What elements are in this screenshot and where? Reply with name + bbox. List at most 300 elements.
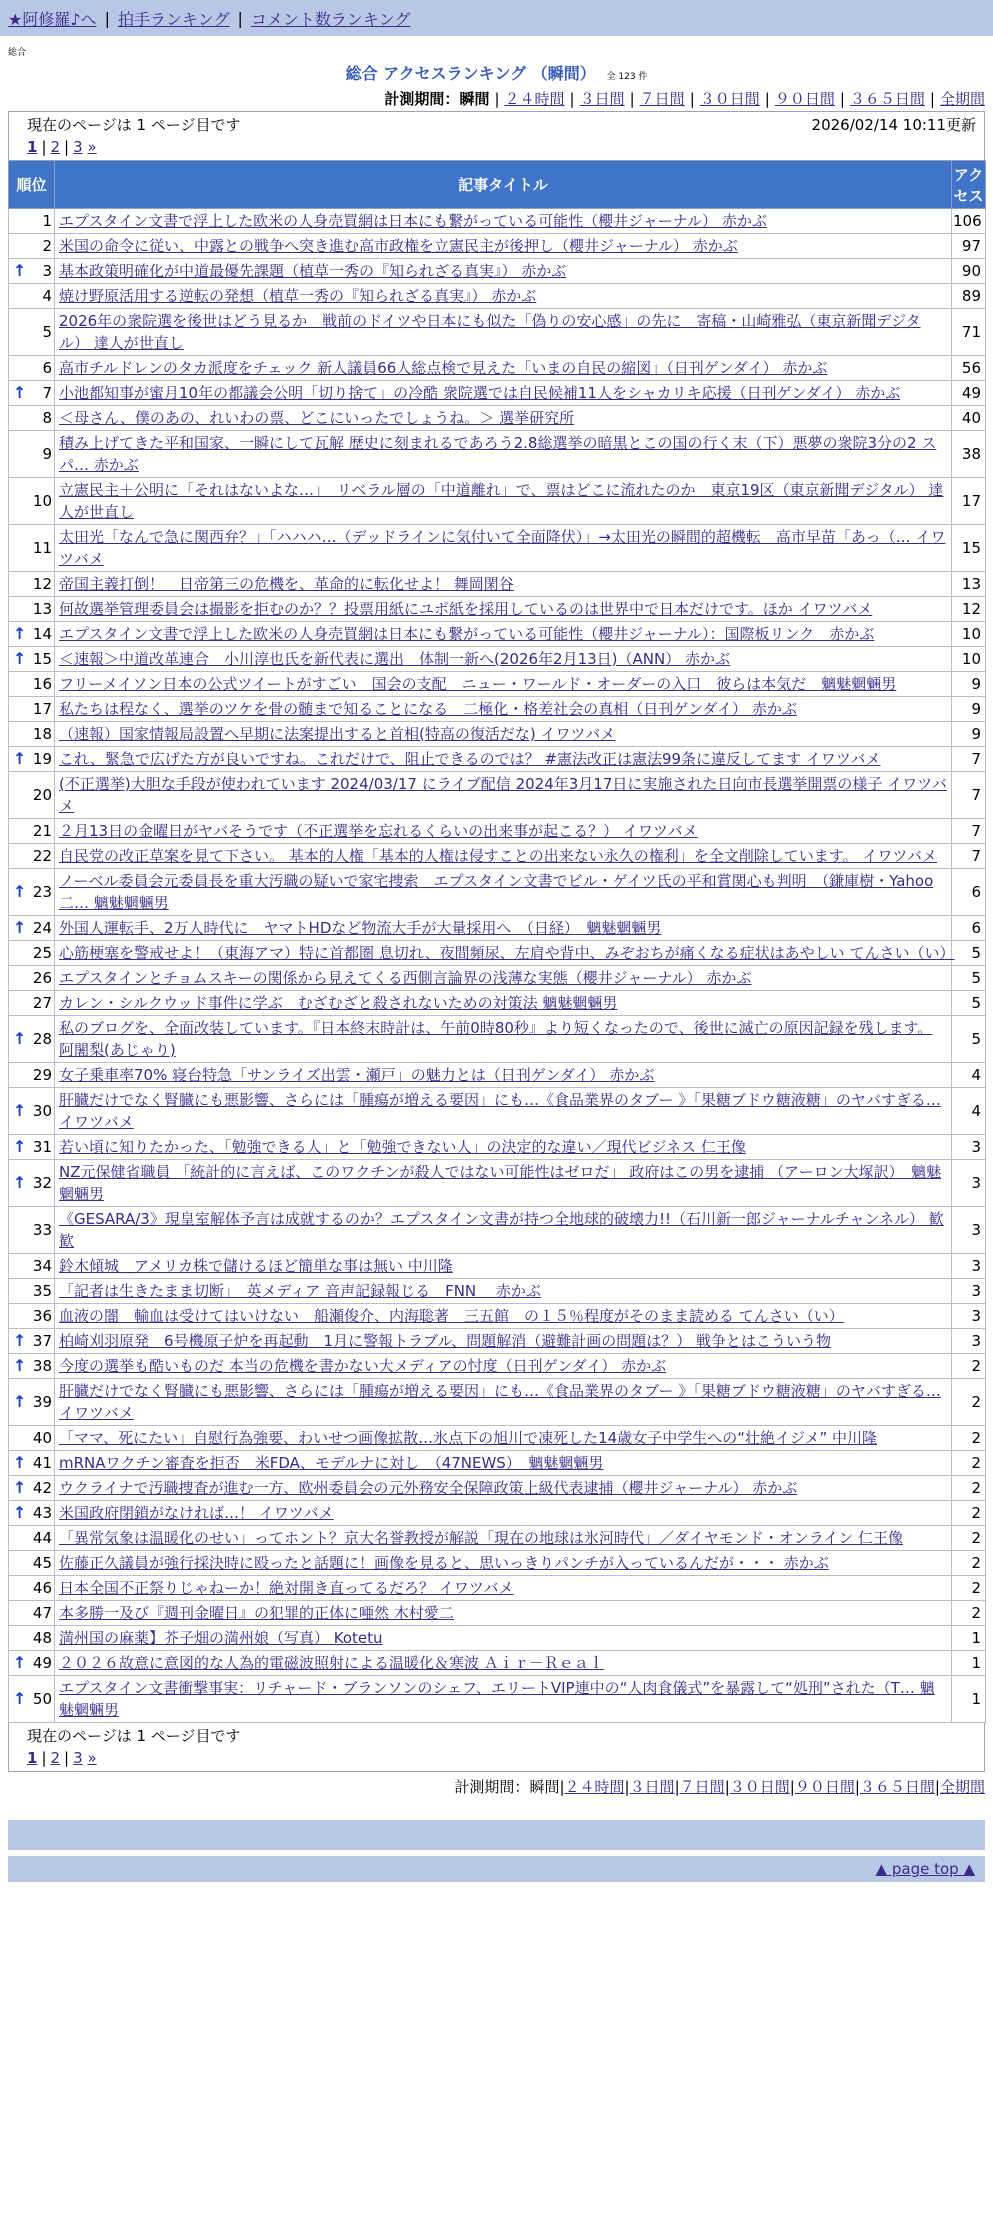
article-link[interactable]: 焼け野原活用する逆転の発想（植草一秀の『知られざる真実』） 赤かぶ: [59, 287, 537, 305]
rank-cell: [9, 1576, 55, 1601]
title-cell: [55, 1063, 952, 1088]
period-link[interactable]: ９０日間: [794, 1778, 855, 1796]
rank-number: 20: [32, 786, 52, 804]
article-link[interactable]: フリーメイソン日本の公式ツイートがすごい 国会の支配 ニュー・ワールド・オーダーの入口 彼らは本気だ 魑魅魍魎男: [59, 675, 897, 693]
table-row: [9, 916, 986, 941]
access-count: 4: [952, 1063, 986, 1088]
article-link[interactable]: ノーベル委員会元委員長を重大汚職の疑いで家宅捜索 エプスタイン文書でビル・ゲイツ氏の平和賞関心も判明 （鎌庫樹・Yahoo二… 魑魅魍魎男: [59, 872, 934, 912]
access-count: 7: [952, 747, 986, 772]
period-link[interactable]: ２４時間: [564, 1778, 625, 1796]
article-link[interactable]: これ、緊急で広げた方が良いですね。これだけで、阻止できるのでは？ #憲法改正は憲法99条に違反してます イワツバメ: [59, 750, 881, 768]
article-link[interactable]: ＜速報＞中道改革連合 小川淳也氏を新代表に選出 体制一新へ(2026年2月13日)（ANN） 赤かぶ: [59, 650, 730, 668]
table-row: [9, 234, 986, 259]
table-row: [9, 1576, 986, 1601]
title-cell: [55, 747, 952, 772]
access-count: 97: [952, 234, 986, 259]
ranking-table: [8, 160, 986, 1723]
table-row: [9, 722, 986, 747]
article-link[interactable]: 《GESARA/3》現皇室解体予言は成就するのか？エプスタイン文書が持つ全地球的破壊力!!（石川新一郎ジャーナルチャンネル） 歓歓: [59, 1210, 944, 1250]
table-row: [9, 647, 986, 672]
title-cell: [55, 1379, 952, 1426]
pager-separator: |: [64, 138, 70, 156]
comment-ranking-link[interactable]: コメント数ランキング: [250, 9, 411, 29]
period-selector-bottom: [0, 1774, 993, 1800]
title-cell: [55, 916, 952, 941]
article-link[interactable]: 自民党の改正草案を見て下さい。 基本的人権「基本的人権は侵すことの出来ない永久の権利」を全文削除しています。 イワツバメ: [59, 847, 938, 865]
article-link[interactable]: 柏崎刈羽原発 6号機原子炉を再起動 1月に警報トラブル、問題解消（避難計画の問題は？） 戦争とはこういう物: [59, 1332, 832, 1350]
article-link[interactable]: 基本政策明確化が中道最優先課題（植草一秀の『知られざる真実』） 赤かぶ: [59, 262, 567, 280]
rank-cell: [9, 916, 55, 941]
access-count: 2: [952, 1426, 986, 1451]
rank-cell: [9, 1551, 55, 1576]
article-link[interactable]: 外国人運転手、2万人時代に ヤマトHDなど物流大手が大量採用へ （日経） 魑魅魍魎男: [59, 919, 662, 937]
title-cell: [55, 697, 952, 722]
table-row: [9, 966, 986, 991]
pager-next-link[interactable]: »: [87, 1749, 97, 1767]
article-link[interactable]: 佐藤正久議員が強行採決時に殴ったと話題に！画像を見ると、思いっきりパンチが入っているんだが・・・ 赤かぶ: [59, 1554, 829, 1572]
rank-number: 15: [32, 650, 52, 668]
access-count: 1: [952, 1676, 986, 1723]
title-cell: [55, 966, 952, 991]
up-arrow-icon: ↑: [13, 1029, 27, 1048]
access-count: 5: [952, 941, 986, 966]
rank-cell: [9, 1160, 55, 1207]
up-arrow-icon: ↑: [13, 1356, 27, 1375]
period-separator: |: [674, 1778, 680, 1796]
rank-number: 49: [32, 1654, 52, 1672]
rank-cell: [9, 1279, 55, 1304]
access-count: 5: [952, 991, 986, 1016]
table-row: [9, 597, 986, 622]
title-cell: [55, 309, 952, 356]
article-link[interactable]: エプスタイン文書衝撃事実：リチャード・ブランソンのシェフ、エリートVIP連中の“人肉食儀式”を暴露して“処刑”された（T… 魑魅魍魎男: [59, 1679, 935, 1719]
access-count: 2: [952, 1526, 986, 1551]
period-link[interactable]: ２４時間: [504, 90, 565, 108]
rank-number: 35: [32, 1282, 52, 1300]
rank-number: 14: [32, 625, 52, 643]
access-count: 15: [952, 525, 986, 572]
article-link[interactable]: 太田光「なんで急に関西弁？」「ハハハ…（デッドラインに気付いて全面降伏）」→太田光の瞬間的超機転 高市早苗「あっ（… イワツバメ: [59, 528, 946, 568]
article-link[interactable]: 米国政府閉鎖がなければ…！ イワツバメ: [59, 1504, 334, 1522]
access-count: 2: [952, 1379, 986, 1426]
pager-separator: |: [41, 138, 47, 156]
table-row: [9, 572, 986, 597]
up-arrow-icon: ↑: [13, 1137, 27, 1156]
rank-cell: [9, 1379, 55, 1426]
rank-number: 10: [32, 492, 52, 510]
page-title-row: [0, 61, 993, 87]
period-link[interactable]: 全期間: [939, 90, 985, 108]
article-link[interactable]: (不正選挙)大胆な手段が使われています 2024/03/17 にライブ配信 2024年3月17日に実施された日向市長選挙開票の様子 イワツバメ: [59, 775, 947, 815]
rank-number: 47: [32, 1604, 52, 1622]
rank-number: 40: [32, 1429, 52, 1447]
title-cell: [55, 622, 952, 647]
article-link[interactable]: mRNAワクチン審査を拒否 米FDA、モデルナに対し （47NEWS） 魑魅魍魎男: [59, 1454, 604, 1472]
rank-number: 16: [32, 675, 52, 693]
header-title: 記事タイトル: [55, 161, 952, 209]
access-count: 13: [952, 572, 986, 597]
title-cell: [55, 1476, 952, 1501]
up-arrow-icon: ↑: [13, 882, 27, 901]
article-link[interactable]: 鈴木傾城＿アメリカ株で儲けるほど簡単な事は無い 中川隆: [59, 1257, 453, 1275]
pager-current-page[interactable]: 1: [27, 138, 38, 156]
rank-number: 32: [32, 1174, 52, 1192]
access-count: 9: [952, 697, 986, 722]
title-cell: [55, 1501, 952, 1526]
access-count: 90: [952, 259, 986, 284]
pager: [27, 136, 976, 158]
table-row: [9, 381, 986, 406]
clap-ranking-link[interactable]: 拍手ランキング: [117, 9, 230, 29]
header-rank: 順位: [9, 161, 55, 209]
article-link[interactable]: エプスタイン文書で浮上した欧米の人身売買網は日本にも繋がっている可能性（櫻井ジャーナル）：国際板リンク 赤かぶ: [59, 625, 875, 643]
period-link[interactable]: 全期間: [939, 1778, 985, 1796]
title-cell: [55, 284, 952, 309]
access-count: 9: [952, 722, 986, 747]
title-cell: [55, 431, 952, 478]
page-top-link[interactable]: ▲ page top ▲: [875, 1860, 975, 1878]
period-link[interactable]: ３０日間: [729, 1778, 790, 1796]
article-link[interactable]: エプスタイン文書で浮上した欧米の人身売買網は日本にも繋がっている可能性（櫻井ジャーナル） 赤かぶ: [59, 212, 767, 230]
period-separator: |: [839, 90, 845, 108]
table-row: [9, 1254, 986, 1279]
pager-page-link[interactable]: 2: [50, 138, 61, 156]
table-row: [9, 259, 986, 284]
article-link[interactable]: 今度の選挙も酷いものだ 本当の危機を書かない大メディアの忖度（日刊ゲンダイ） 赤かぶ: [59, 1357, 667, 1375]
access-count: 1: [952, 1651, 986, 1676]
rank-number: 45: [32, 1554, 52, 1572]
rank-cell: [9, 1304, 55, 1329]
table-row: [9, 869, 986, 916]
article-link[interactable]: 満州国の麻薬】芥子畑の満州娘（写真） Kotetu: [59, 1629, 383, 1647]
table-row: [9, 772, 986, 819]
table-row: [9, 844, 986, 869]
title-cell: [55, 647, 952, 672]
nav-separator: |: [104, 8, 110, 28]
period-separator: |: [569, 90, 575, 108]
table-row: [9, 1016, 986, 1063]
rank-number: 6: [42, 359, 52, 377]
table-row: [9, 209, 986, 234]
rank-number: 1: [42, 212, 52, 230]
title-cell: [55, 1279, 952, 1304]
rank-number: 38: [32, 1357, 52, 1375]
rank-number: 7: [42, 384, 52, 402]
period-separator: |: [789, 1778, 795, 1796]
article-link[interactable]: 日本全国不正祭りじゃねーか！絶対開き直ってるだろ？ イワツバメ: [59, 1579, 514, 1597]
pager: [27, 1747, 976, 1769]
rank-number: 26: [32, 969, 52, 987]
article-link[interactable]: 「ママ、死にたい」自慰行為強要、わいせつ画像拡散…氷点下の旭川で凍死した14歳女子中学生への“壮絶イジメ” 中川隆: [59, 1429, 878, 1447]
rank-number: 4: [42, 287, 52, 305]
period-link[interactable]: ７日間: [679, 1778, 725, 1796]
rank-number: 28: [32, 1030, 52, 1048]
rank-cell: [9, 772, 55, 819]
rank-number: 30: [32, 1102, 52, 1120]
title-cell: [55, 572, 952, 597]
nav-separator: |: [237, 8, 243, 28]
table-row: [9, 1626, 986, 1651]
title-cell: [55, 1626, 952, 1651]
rank-cell: [9, 1088, 55, 1135]
pager-next-link[interactable]: »: [87, 138, 97, 156]
access-count: 3: [952, 1329, 986, 1354]
rank-number: 22: [32, 847, 52, 865]
rank-number: 17: [32, 700, 52, 718]
pager-page-link[interactable]: 3: [73, 138, 83, 156]
rank-cell: [9, 869, 55, 916]
rank-cell: [9, 1135, 55, 1160]
table-row: [9, 697, 986, 722]
rank-number: 48: [32, 1629, 52, 1647]
title-cell: [55, 381, 952, 406]
article-link[interactable]: 私のブログを、全面改装しています。『日本終末時計は、午前0時80秒』より短くなったので、後世に滅亡の原因記録を残します。 阿闍梨(あじゃり): [59, 1019, 933, 1059]
access-count: 5: [952, 966, 986, 991]
title-cell: [55, 844, 952, 869]
title-cell: [55, 356, 952, 381]
access-count: 2: [952, 1476, 986, 1501]
table-row: [9, 1160, 986, 1207]
table-row: [9, 941, 986, 966]
rank-cell: [9, 722, 55, 747]
title-cell: [55, 672, 952, 697]
up-arrow-icon: ↑: [13, 1653, 27, 1672]
access-count: 3: [952, 1160, 986, 1207]
article-link[interactable]: （速報）国家情報局設置へ早期に法案提出すると首相(特高の復活だな) イワツバメ: [59, 725, 616, 743]
article-link[interactable]: 血液の闇 輸血は受けてはいけない 船瀬俊介、内海聡著 三五館 の１５％程度がそのまま読める てんさい（い）: [59, 1307, 844, 1325]
rank-number: 50: [32, 1690, 52, 1708]
table-row: [9, 478, 986, 525]
period-selector: [0, 87, 993, 111]
table-row: [9, 1426, 986, 1451]
access-count: 7: [952, 844, 986, 869]
rank-number: 25: [32, 944, 52, 962]
rank-number: 8: [42, 409, 52, 427]
article-link[interactable]: 高市チルドレンのタカ派度をチェック 新人議員66人総点検で見えた「いまの自民の縮図」（日刊ゲンダイ） 赤かぶ: [59, 359, 828, 377]
table-row: [9, 991, 986, 1016]
access-count: 40: [952, 406, 986, 431]
table-row: [9, 1329, 986, 1354]
article-link[interactable]: 米国の命令に従い、中露との戦争へ突き進む高市政権を立憲民主が後押し（櫻井ジャーナル） 赤かぶ: [59, 237, 738, 255]
period-link[interactable]: ３６５日間: [849, 90, 925, 108]
access-count: 3: [952, 1135, 986, 1160]
article-link[interactable]: ２０２６故意に意図的な人為的電磁波照射による温暖化＆寒波 Ａｉｒ－Ｒｅａｌ: [59, 1654, 604, 1672]
period-link[interactable]: ３０日間: [699, 90, 760, 108]
up-arrow-icon: ↑: [13, 1453, 27, 1472]
title-cell: [55, 1576, 952, 1601]
article-link[interactable]: カレン・シルクウッド事件に学ぶ むざむざと殺されないための対策法 魑魅魍魎男: [59, 994, 618, 1012]
article-link[interactable]: 2026年の衆院選を後世はどう見るか 戦前のドイツや日本にも似た「偽りの安心感」の先に 寄稿・山崎雅弘（東京新聞デジタル） 達人が世直し: [59, 312, 921, 352]
rank-cell: [9, 406, 55, 431]
table-row: [9, 309, 986, 356]
up-arrow-icon: ↑: [13, 1478, 27, 1497]
period-link[interactable]: ９０日間: [774, 90, 835, 108]
access-count: 3: [952, 1254, 986, 1279]
access-count: 56: [952, 356, 986, 381]
article-link[interactable]: ウクライナで汚職捜査が進む一方、欧州委員会の元外務安全保障政策上級代表逮捕（櫻井ジャーナル） 赤かぶ: [59, 1479, 798, 1497]
article-link[interactable]: 本多勝一及び『週刊金曜日』の犯罪的正体に唖然 木村愛二: [59, 1604, 454, 1622]
title-cell: [55, 1651, 952, 1676]
up-arrow-icon: ↑: [13, 1331, 27, 1350]
rank-cell: [9, 1676, 55, 1723]
title-cell: [55, 1207, 952, 1254]
rank-number: 18: [32, 725, 52, 743]
title-cell: [55, 1254, 952, 1279]
table-row: [9, 1476, 986, 1501]
rank-cell: [9, 697, 55, 722]
article-link[interactable]: 何故選挙管理委員会は撮影を拒むのか？？投票用紙にユポ紙を採用しているのは世界中で日本だけです。ほか イワツバメ: [59, 600, 873, 618]
article-link[interactable]: 積み上げてきた平和国家、一瞬にして瓦解 歴史に刻まれるであろう2.8総選挙の暗黒とこの国の行く末（下）悪夢の衆院3分の2 スパ… 赤かぶ: [59, 434, 937, 474]
access-count: 6: [952, 916, 986, 941]
article-link[interactable]: 女子乗車率70% 寝台特急「サンライズ出雲・瀬戸」の魅力とは（日刊ゲンダイ） 赤かぶ: [59, 1066, 655, 1084]
article-link[interactable]: 「記者は生きたまま切断」 英メディア 音声記録報じる FNN 赤かぶ: [59, 1282, 541, 1300]
table-row: [9, 747, 986, 772]
title-cell: [55, 209, 952, 234]
title-cell: [55, 1676, 952, 1723]
table-row: [9, 1379, 986, 1426]
title-cell: [55, 597, 952, 622]
rank-cell: [9, 747, 55, 772]
title-cell: [55, 1526, 952, 1551]
access-count: 106: [952, 209, 986, 234]
rank-cell: [9, 572, 55, 597]
rank-number: 2: [42, 237, 52, 255]
article-link[interactable]: 肝臓だけでなく腎臓にも悪影響、さらには「腫瘍が増える要因」にも…《食品業界のタブー 》「果糖ブドウ糖液糖」のヤバすぎる… イワツバメ: [59, 1091, 941, 1131]
article-link[interactable]: 私たちは程なく、選挙のツケを骨の髄まで知ることになる 二極化・格差社会の真相（日刊ゲンダイ） 赤かぶ: [59, 700, 797, 718]
rank-cell: [9, 1451, 55, 1476]
rank-number: 43: [32, 1504, 52, 1522]
title-cell: [55, 234, 952, 259]
access-count: 7: [952, 772, 986, 819]
rank-number: 44: [32, 1529, 52, 1547]
rank-number: 3: [42, 262, 52, 280]
title-cell: [55, 869, 952, 916]
rank-number: 42: [32, 1479, 52, 1497]
rank-cell: [9, 844, 55, 869]
up-arrow-icon: ↑: [13, 749, 27, 768]
rank-cell: [9, 381, 55, 406]
access-count: 2: [952, 1551, 986, 1576]
footer-bar: [8, 1820, 985, 1850]
access-count: 12: [952, 597, 986, 622]
period-current: 瞬間: [529, 1778, 560, 1796]
article-link[interactable]: 小池都知事が蜜月10年の都議会公明「切り捨て」の冷酷 衆院選では自民候補11人をシャカリキ応援（日刊ゲンダイ） 赤かぶ: [59, 384, 901, 402]
rank-cell: [9, 1329, 55, 1354]
header-access: アクセス: [952, 161, 986, 209]
access-count: 4: [952, 1088, 986, 1135]
pager-page-link[interactable]: 3: [73, 1749, 83, 1767]
rank-cell: [9, 431, 55, 478]
access-count: 2: [952, 1576, 986, 1601]
article-link[interactable]: NZ元保健省職員 「統計的に言えば、このワクチンが殺人ではない可能性はゼロだ」 政府はこの男を逮捕 （アーロン大塚訳） 魑魅魍魎男: [59, 1163, 942, 1203]
access-count: 49: [952, 381, 986, 406]
up-arrow-icon: ↑: [13, 1173, 27, 1192]
article-link[interactable]: ２月13日の金曜日がヤバそうです（不正選挙を忘れるくらいの出来事が起こる？） イワツバメ: [59, 822, 698, 840]
rank-number: 9: [42, 445, 52, 463]
pager-current-page[interactable]: 1: [27, 1749, 38, 1767]
article-link[interactable]: ＜母さん、僕のあの、れいわの票、どこにいったでしょうね。＞ 選挙研究所: [59, 409, 575, 427]
title-cell: [55, 819, 952, 844]
rank-cell: [9, 1354, 55, 1379]
page-top-bar: [8, 1856, 985, 1882]
access-count: 5: [952, 1016, 986, 1063]
rank-cell: [9, 1601, 55, 1626]
up-arrow-icon: ↑: [13, 918, 27, 937]
rank-cell: [9, 672, 55, 697]
page-info-box-bottom: [8, 1723, 985, 1772]
rank-cell: [9, 819, 55, 844]
rank-number: 5: [42, 323, 52, 341]
period-separator: |: [689, 90, 695, 108]
current-page-text: 現在のページは 1 ページ目です: [27, 116, 241, 134]
title-cell: [55, 1426, 952, 1451]
pager-page-link[interactable]: 2: [50, 1749, 61, 1767]
rank-number: 11: [32, 539, 52, 557]
access-count: 38: [952, 431, 986, 478]
article-link[interactable]: 心筋梗塞を警戒せよ！（東海アマ）特に首都圏 息切れ、夜間頻尿、左肩や背中、みぞおちが痛くなる症状はあやしい てんさい（い）: [59, 944, 955, 962]
category-label: 総合: [8, 48, 27, 58]
table-row: [9, 1526, 986, 1551]
title-cell: [55, 1160, 952, 1207]
period-link[interactable]: ３６５日間: [859, 1778, 935, 1796]
period-link[interactable]: ３日間: [629, 1778, 675, 1796]
rank-number: 34: [32, 1257, 52, 1275]
table-row: [9, 1207, 986, 1254]
up-arrow-icon: ↑: [13, 1392, 27, 1411]
title-cell: [55, 478, 952, 525]
table-row: [9, 622, 986, 647]
home-link[interactable]: ★阿修羅♪へ: [8, 9, 97, 29]
rank-number: 12: [32, 575, 52, 593]
article-link[interactable]: 「異常気象は温暖化のせい」ってホント？京大名誉教授が解説「現在の地球は氷河時代」／ダイヤモンド・オンライン 仁王像: [59, 1529, 904, 1547]
rank-cell: [9, 259, 55, 284]
period-link[interactable]: ３日間: [579, 90, 625, 108]
title-cell: [55, 1551, 952, 1576]
period-link[interactable]: ７日間: [639, 90, 685, 108]
access-count: 89: [952, 284, 986, 309]
article-link[interactable]: エプスタインとチョムスキーの関係から見えてくる西側言論界の浅薄な実態（櫻井ジャーナル） 赤かぶ: [59, 969, 752, 987]
rank-cell: [9, 1063, 55, 1088]
rank-number: 37: [32, 1332, 52, 1350]
table-row: [9, 1651, 986, 1676]
rank-cell: [9, 525, 55, 572]
table-row: [9, 356, 986, 381]
access-count: 2: [952, 1451, 986, 1476]
page-title: 総合 アクセスランキング （瞬間）: [345, 64, 596, 83]
article-link[interactable]: 肝臓だけでなく腎臓にも悪影響、さらには「腫瘍が増える要因」にも…《食品業界のタブー 》「果糖ブドウ糖液糖」のヤバすぎる… イワツバメ: [59, 1382, 941, 1422]
period-separator: |: [929, 90, 935, 108]
title-cell: [55, 1354, 952, 1379]
pager-separator: |: [64, 1749, 70, 1767]
rank-cell: [9, 356, 55, 381]
table-row: [9, 1304, 986, 1329]
rank-cell: [9, 1476, 55, 1501]
period-label: 計測期間：: [454, 1778, 530, 1796]
rank-number: 27: [32, 994, 52, 1012]
rank-cell: [9, 1626, 55, 1651]
rank-number: 13: [32, 600, 52, 618]
access-count: 17: [952, 478, 986, 525]
title-cell: [55, 259, 952, 284]
rank-cell: [9, 991, 55, 1016]
article-link[interactable]: 帝国主義打倒！ 日帝第三の危機を、革命的に転化せよ！ 舞岡閑谷: [59, 575, 514, 593]
rank-cell: [9, 1501, 55, 1526]
up-arrow-icon: ↑: [13, 1689, 27, 1708]
access-count: 10: [952, 622, 986, 647]
article-link[interactable]: 立憲民主＋公明に「それはないよな…」 リベラル層の「中道離れ」で、票はどこに流れたのか 東京19区（東京新聞デジタル） 達人が世直し: [59, 481, 944, 521]
article-link[interactable]: 若い頃に知りたかった、「勉強できる人」と「勉強できない人」の決定的な違い／現代ビジネス 仁王像: [59, 1138, 746, 1156]
access-count: 10: [952, 647, 986, 672]
